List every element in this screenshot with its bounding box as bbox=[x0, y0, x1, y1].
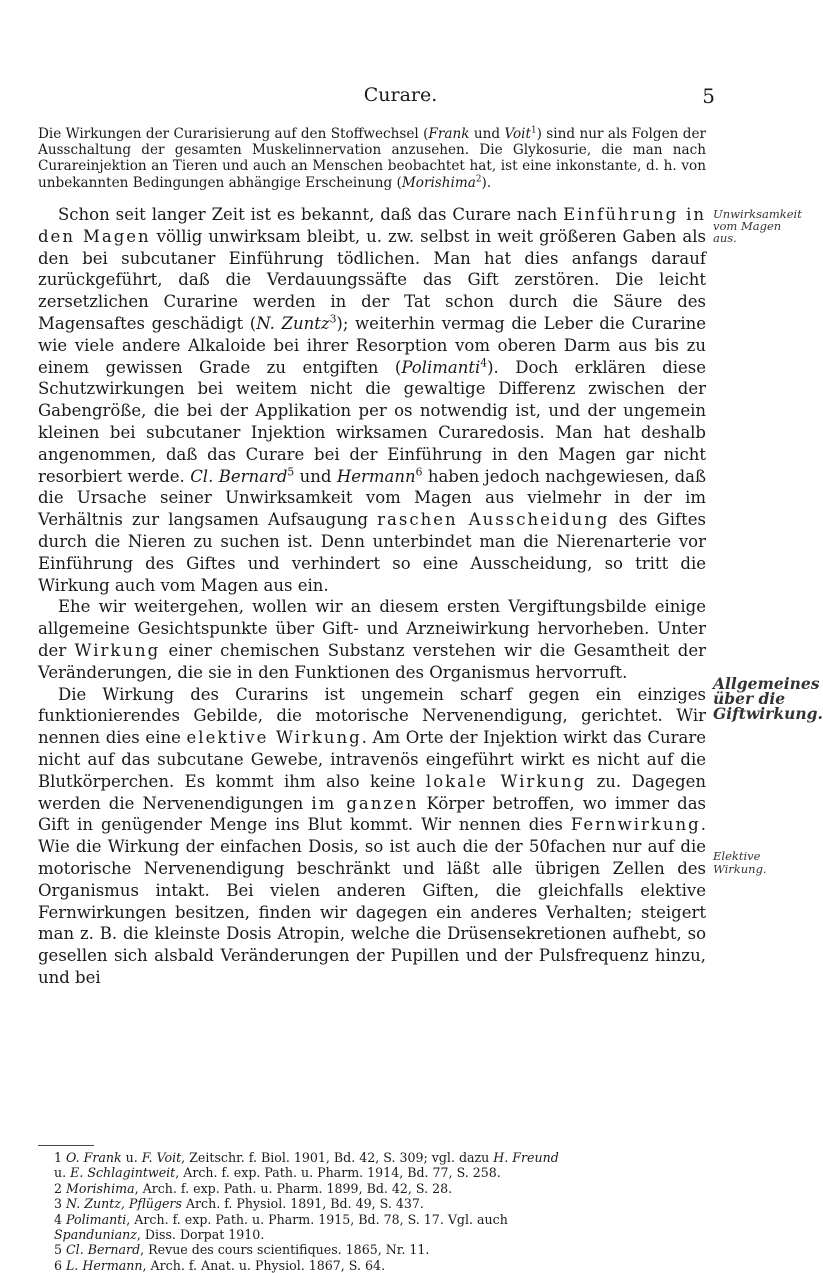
text-run: Voit bbox=[504, 126, 531, 142]
page-number: 5 bbox=[702, 84, 715, 108]
text-run: und bbox=[469, 126, 505, 142]
text-run: Die Wirkungen der Curarisierung auf den Stoffwechsel ( bbox=[38, 126, 429, 142]
text-run: . Am Orte der Injektion wirkt das Curare nicht auf das subcutane Gewebe, intravenös eingeführt wirkt es nicht auf die Blutkörperchen. Es kommt ihm also keine bbox=[38, 728, 706, 791]
margin-note-elektive-wirkung: Elektive Wirkung. bbox=[713, 849, 767, 876]
footnote-line bbox=[38, 1150, 706, 1165]
text-run: Polimanti bbox=[66, 1211, 127, 1227]
footnote-ref: 4 bbox=[480, 356, 488, 370]
text-run: Wirkung bbox=[74, 640, 161, 660]
main-text bbox=[38, 204, 706, 989]
text-run: haben jedoch nachgewiesen, daß die Ursache seiner Unwirksamkeit vom Magen aus vielmehr in der im Verhältnis zur langsamen Aufsaugung bbox=[38, 466, 706, 530]
margin-note-allgemeines: Allgemeines über die Giftwirkung. bbox=[713, 674, 823, 723]
text-run: Fernwirkung bbox=[570, 815, 701, 835]
text-run: 5 bbox=[54, 1242, 67, 1258]
text-run: und bbox=[294, 466, 337, 486]
footnote-ref: 1 bbox=[531, 125, 537, 136]
paragraph-elective-action bbox=[38, 684, 706, 989]
text-run: 3 bbox=[54, 1196, 67, 1212]
paragraph-general-viewpoints bbox=[38, 596, 706, 683]
text-run: , Arch. f. exp. Path. u. Pharm. 1899, Bd. 42, S. 28. bbox=[134, 1180, 453, 1196]
text-run: Cl. Bernard bbox=[66, 1242, 141, 1258]
footnote-ref: 3 bbox=[329, 312, 337, 326]
text-run: des Giftes durch die Nieren zu suchen ist. Denn unterbindet man die Nierenarterie vor Einführung des Giftes und verhindert so eine Ausscheidung, so tritt die Wirkung auch vom Magen aus ein. bbox=[38, 510, 706, 595]
text-run: Arch. f. Physiol. 1891, Bd. 49, S. 437. bbox=[181, 1196, 424, 1212]
intro-paragraph bbox=[38, 126, 706, 191]
footnote-rule bbox=[38, 1145, 94, 1146]
text-run: O. Frank bbox=[66, 1150, 122, 1165]
text-run: Körper betroffen, wo immer das Gift in genügender Menge ins Blut kommt. Wir nennen dies bbox=[38, 793, 706, 835]
text-run: Schon seit langer Zeit ist es bekannt, daß das Curare nach bbox=[58, 205, 564, 224]
text-run: ); weiterhin vermag die Leber die Curarine wie viele andere Alkaloide bei ihrer Resorption vom oberen Darm aus bis zu einem gewissen Grade zu entgiften ( bbox=[38, 313, 707, 377]
footnote-line bbox=[38, 1242, 706, 1257]
paragraph-curare-stomach bbox=[38, 204, 706, 596]
text-run: u. bbox=[54, 1165, 71, 1181]
footnote-line bbox=[38, 1258, 706, 1273]
footnote-line bbox=[38, 1165, 706, 1180]
text-run: ). bbox=[481, 174, 492, 191]
text-run: Ehe wir weitergehen, wollen wir an diesem ersten Vergiftungsbilde einige allgemeine Gesichtspunkte über Gift- und Arzneiwirkung hervorheben. Unter der bbox=[38, 597, 706, 660]
text-run: ). Doch erklären diese Schutzwirkungen bei weitem nicht die gewaltige Differenz zwischen der Gabengröße, die bei der Applikation per os notwendig ist, und der ungemein kleinen bei subcutaner Injektion wirksamen Curaredosis. Man hat deshalb angenommen, daß das Curare bei der Einführung in den Magen gar nicht resorbiert werde. bbox=[38, 357, 707, 486]
text-run: 4 bbox=[54, 1211, 67, 1227]
footnotes bbox=[38, 1150, 706, 1273]
text-run: raschen Ausscheidung bbox=[377, 510, 610, 530]
text-run: E. Schlagintweit bbox=[70, 1165, 176, 1181]
text-run: 1 bbox=[54, 1150, 67, 1165]
text-run: , Revue des cours scientifiques. 1865, Nr. 11. bbox=[140, 1242, 430, 1258]
footnote-line bbox=[38, 1227, 706, 1242]
text-run: H. Freund bbox=[493, 1150, 559, 1165]
footnote-line bbox=[38, 1196, 706, 1211]
text-run: lokale Wirkung bbox=[425, 771, 587, 791]
text-run: ) sind nur als Folgen der Ausschaltung der gesamten Muskelinnervation anzusehen. Die Glykosurie, die man nach Curareinjektion an Tieren und auch an Menschen beobachtet hat, ist eine inkonstante, d. h. von unbekannten Bedingungen abhängige Erscheinung ( bbox=[38, 126, 706, 191]
footnote-ref: 6 bbox=[415, 465, 423, 479]
text-run: völlig unwirksam bleibt, u. zw. selbst in weit größeren Gaben als den bei subcutaner Einführung tödlichen. Man hat dies anfangs darauf zurückgeführt, daß die Verdauungssäfte das Gift zerstören. Die leicht zersetzlichen Curarine werden in der Tat schon durch die Säure des Magensaftes geschädigt ( bbox=[38, 226, 707, 333]
text-run: Hermann bbox=[336, 466, 416, 486]
running-header bbox=[0, 84, 801, 110]
text-run: , Diss. Dorpat 1910. bbox=[136, 1227, 265, 1243]
text-run: . Wie die Wirkung der einfachen Dosis, so ist auch die der 50fachen nur auf die motorische Nervenendigung beschränkt und läßt alle übrigen Zellen des Organismus intakt. Bei vielen anderen Giften, die gleichfalls elektive Fernwirkungen besitzen, finden wir dagegen ein anderes Verhalten; steigert man z. B. die kleinste Dosis Atropin, welche die Drüsensekretionen aufhebt, so gesellen sich alsbald Veränderungen der Pupillen und der Pulsfrequenz hinzu, und bei bbox=[38, 815, 706, 987]
text-run: im ganzen bbox=[311, 793, 419, 813]
text-run: Cl. Bernard bbox=[190, 466, 288, 486]
margin-note-unwirksamkeit: Unwirksamkeit vom Magen aus. bbox=[713, 207, 802, 245]
text-run: 2 bbox=[54, 1180, 67, 1196]
footnote-ref: 5 bbox=[287, 465, 295, 479]
text-run: , Zeitschr. f. Biol. 1901, Bd. 42, S. 309; vgl. dazu bbox=[181, 1150, 494, 1165]
text-run: Morishima bbox=[66, 1180, 135, 1196]
text-run: , Arch. f. Anat. u. Physiol. 1867, S. 64. bbox=[142, 1257, 386, 1273]
text-run: einer chemischen Substanz verstehen wir die Gesamtheit der Veränderungen, die sie in den Funktionen des Organismus hervorruft. bbox=[38, 640, 706, 682]
text-run: Frank bbox=[428, 126, 470, 142]
footnote-ref: 2 bbox=[475, 174, 482, 185]
text-run: zu. Dagegen werden die Nervenendigungen bbox=[38, 771, 707, 813]
text-run: N. Zuntz, Pflügers bbox=[66, 1196, 182, 1212]
text-run: u. bbox=[121, 1150, 142, 1165]
text-run: Spandunianz bbox=[54, 1227, 137, 1243]
page-title: Curare. bbox=[363, 84, 438, 106]
text-run: Die Wirkung des Curarins ist ungemein scharf gegen ein einziges funktionierendes Gebilde, die motorische Nervenendigung, gerichtet. Wir nennen dies eine bbox=[38, 684, 706, 748]
text-run: Polimanti bbox=[401, 357, 481, 377]
text-run: , Arch. f. exp. Path. u. Pharm. 1915, Bd. 78, S. 17. Vgl. auch bbox=[126, 1211, 508, 1227]
text-run: 6 bbox=[54, 1257, 67, 1273]
text-run: Einführung in den Magen bbox=[38, 205, 706, 246]
text-run: , Arch. f. exp. Path. u. Pharm. 1914, Bd. 77, S. 258. bbox=[175, 1165, 501, 1181]
footnote-line bbox=[38, 1212, 706, 1227]
footnote-line bbox=[38, 1181, 706, 1196]
text-run: F. Voit bbox=[141, 1150, 182, 1165]
text-run: L. Hermann bbox=[66, 1257, 143, 1273]
text-run: elektive Wirkung bbox=[186, 728, 362, 748]
text-run: Morishima bbox=[401, 174, 476, 191]
text-run: N. Zuntz bbox=[256, 313, 330, 333]
